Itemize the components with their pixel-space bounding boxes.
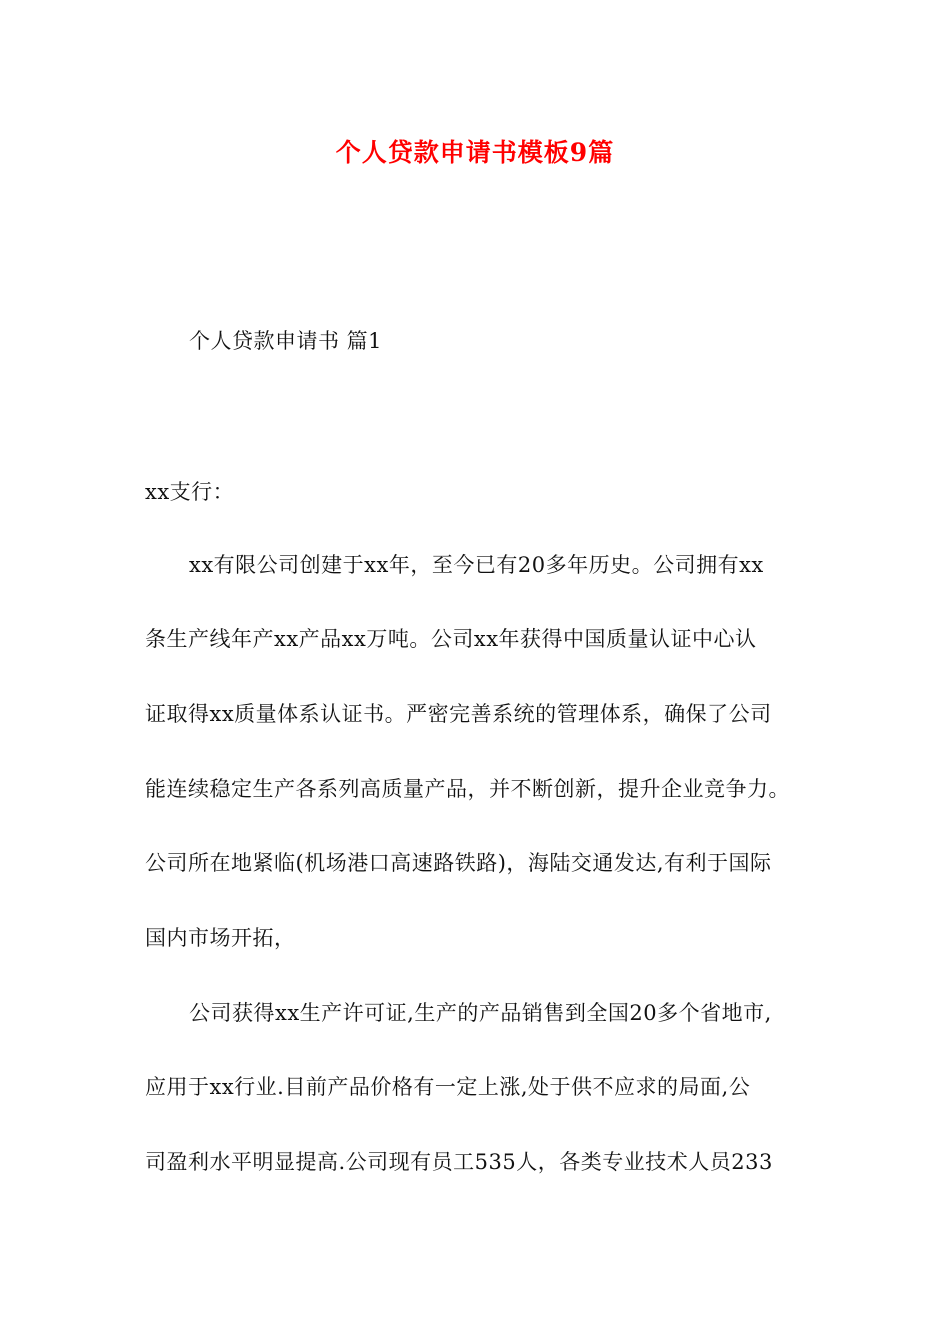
paragraph-line: 证取得xx质量体系认证书。严密完善系统的管理体系，确保了公司 bbox=[145, 702, 772, 726]
paragraph-line: 公司所在地紧临(机场港口高速路铁路)，海陆交通发达,有利于国际 bbox=[145, 851, 772, 875]
paragraph-line: 条生产线年产xx产品xx万吨。公司xx年获得中国质量认证中心认 bbox=[145, 627, 757, 651]
paragraph-line: 应用于xx行业.目前产品价格有一定上涨,处于供不应求的局面,公 bbox=[145, 1075, 751, 1099]
paragraph-line: 司盈利水平明显提高.公司现有员工535人，各类专业技术人员233 bbox=[145, 1150, 773, 1174]
salutation: xx支行： bbox=[145, 480, 235, 504]
paragraph-line: xx有限公司创建于xx年，至今已有20多年历史。公司拥有xx bbox=[189, 553, 764, 577]
paragraph-line: 能连续稳定生产各系列高质量产品，并不断创新，提升企业竞争力。 bbox=[145, 777, 790, 801]
paragraph-line: 国内市场开拓， bbox=[145, 926, 296, 950]
paragraph-line: 公司获得xx生产许可证,生产的产品销售到全国20多个省地市, bbox=[189, 1001, 772, 1025]
section-heading: 个人贷款申请书 篇1 bbox=[189, 329, 383, 353]
document-title: 个人贷款申请书模板9篇 bbox=[335, 138, 615, 167]
